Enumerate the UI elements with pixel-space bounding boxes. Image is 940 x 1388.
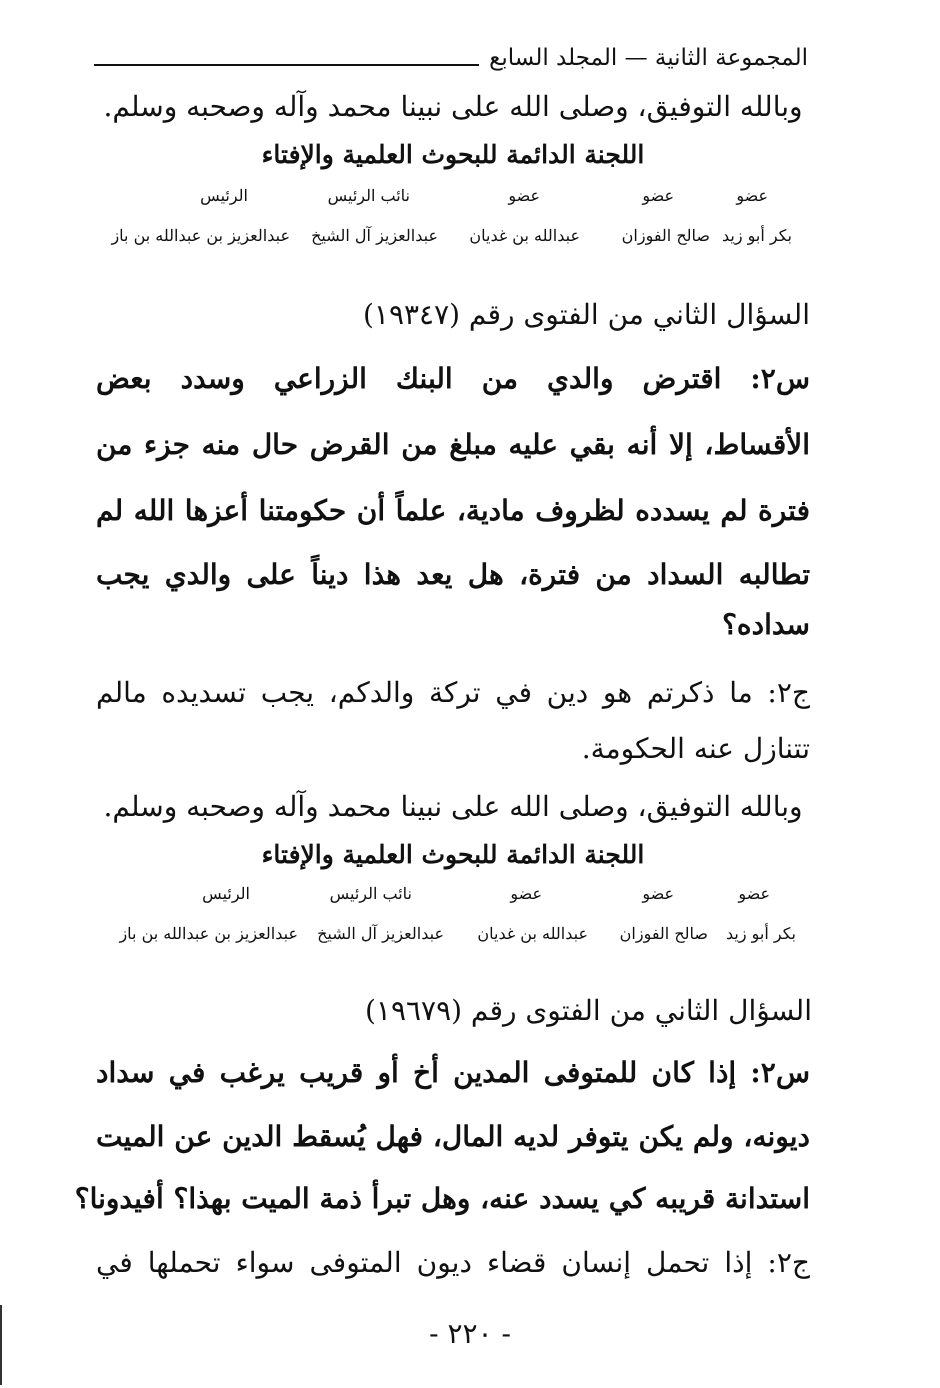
signatory-title: عضو <box>738 884 770 903</box>
committee-title-2: اللجنة الدائمة للبحوث العلمية والإفتاء <box>261 840 645 869</box>
signatory-name: عبدالله بن غديان <box>477 924 588 943</box>
question-line: الأقساط، إلا أنه بقي عليه مبلغ من القرض حال منه جزء من <box>96 428 810 461</box>
page-header <box>94 32 808 70</box>
signatory-title: الرئيس <box>200 186 248 205</box>
signatory-name: بكر أبو زيد <box>721 226 792 245</box>
question-line: استدانة قريبه كي يسدد عنه، وهل تبرأ ذمة الميت بهذا؟ أفيدونا؟ <box>74 1182 810 1215</box>
question-line: فترة لم يسدده لظروف مادية، علماً أن حكومتنا أعزها الله لم <box>96 494 810 527</box>
signatory-title: الرئيس <box>202 884 250 903</box>
closing-line-2: وبالله التوفيق، وصلى الله على نبينا محمد وآله وصحبه وسلم. <box>103 790 803 823</box>
fatwa-heading-2: السؤال الثاني من الفتوى رقم (١٩٦٧٩) <box>364 994 812 1027</box>
answer-line: تتنازل عنه الحكومة. <box>581 732 810 765</box>
signatory-title: عضو <box>510 884 542 903</box>
signatory-name: عبدالله بن غديان <box>469 226 580 245</box>
answer-line: ج٢: ما ذكرتم هو دين في تركة والدكم، يجب تسديده مالم <box>96 676 810 709</box>
signatory-name: عبدالعزيز آل الشيخ <box>311 226 438 245</box>
signatory-name: عبدالعزيز بن عبدالله بن باز <box>111 226 290 245</box>
signatory-title: عضو <box>642 186 674 205</box>
signatory-name: بكر أبو زيد <box>725 924 796 943</box>
signatory-title: عضو <box>508 186 540 205</box>
signatory-title: نائب الرئيس <box>327 186 410 205</box>
question-line: س٢: إذا كان للمتوفى المدين أخ أو قريب يرغب في سداد <box>96 1056 810 1089</box>
signatory-title: عضو <box>736 186 768 205</box>
signatory-name: صالح الفوزان <box>621 226 710 245</box>
signatory-name: صالح الفوزان <box>619 924 708 943</box>
question-line: س٢: اقترض والدي من البنك الزراعي وسدد بعض <box>96 362 810 395</box>
header-rule <box>94 64 479 66</box>
question-line: ديونه، ولم يكن يتوفر لديه المال، فهل يُسقط الدين عن الميت <box>96 1120 810 1153</box>
question-line: سداده؟ <box>722 608 810 641</box>
signatory-title: نائب الرئيس <box>329 884 412 903</box>
signatory-name: عبدالعزيز بن عبدالله بن باز <box>119 924 298 943</box>
page-number: - ٢٢٠ - <box>429 1317 511 1350</box>
fatwa-heading-1: السؤال الثاني من الفتوى رقم (١٩٣٤٧) <box>362 298 810 331</box>
question-line: تطالبه السداد من فترة، هل يعد هذا ديناً على والدي يجب <box>96 558 810 591</box>
closing-line-1: وبالله التوفيق، وصلى الله على نبينا محمد وآله وصحبه وسلم. <box>103 90 803 123</box>
signatory-title: عضو <box>642 884 674 903</box>
committee-title-1: اللجنة الدائمة للبحوث العلمية والإفتاء <box>261 140 645 169</box>
signatory-name: عبدالعزيز آل الشيخ <box>317 924 444 943</box>
scan-edge-border <box>0 1305 2 1385</box>
header-title: المجموعة الثانية — المجلد السابع <box>489 45 808 71</box>
answer-line: ج٢: إذا تحمل إنسان قضاء ديون المتوفى سواء تحملها في <box>96 1246 810 1279</box>
